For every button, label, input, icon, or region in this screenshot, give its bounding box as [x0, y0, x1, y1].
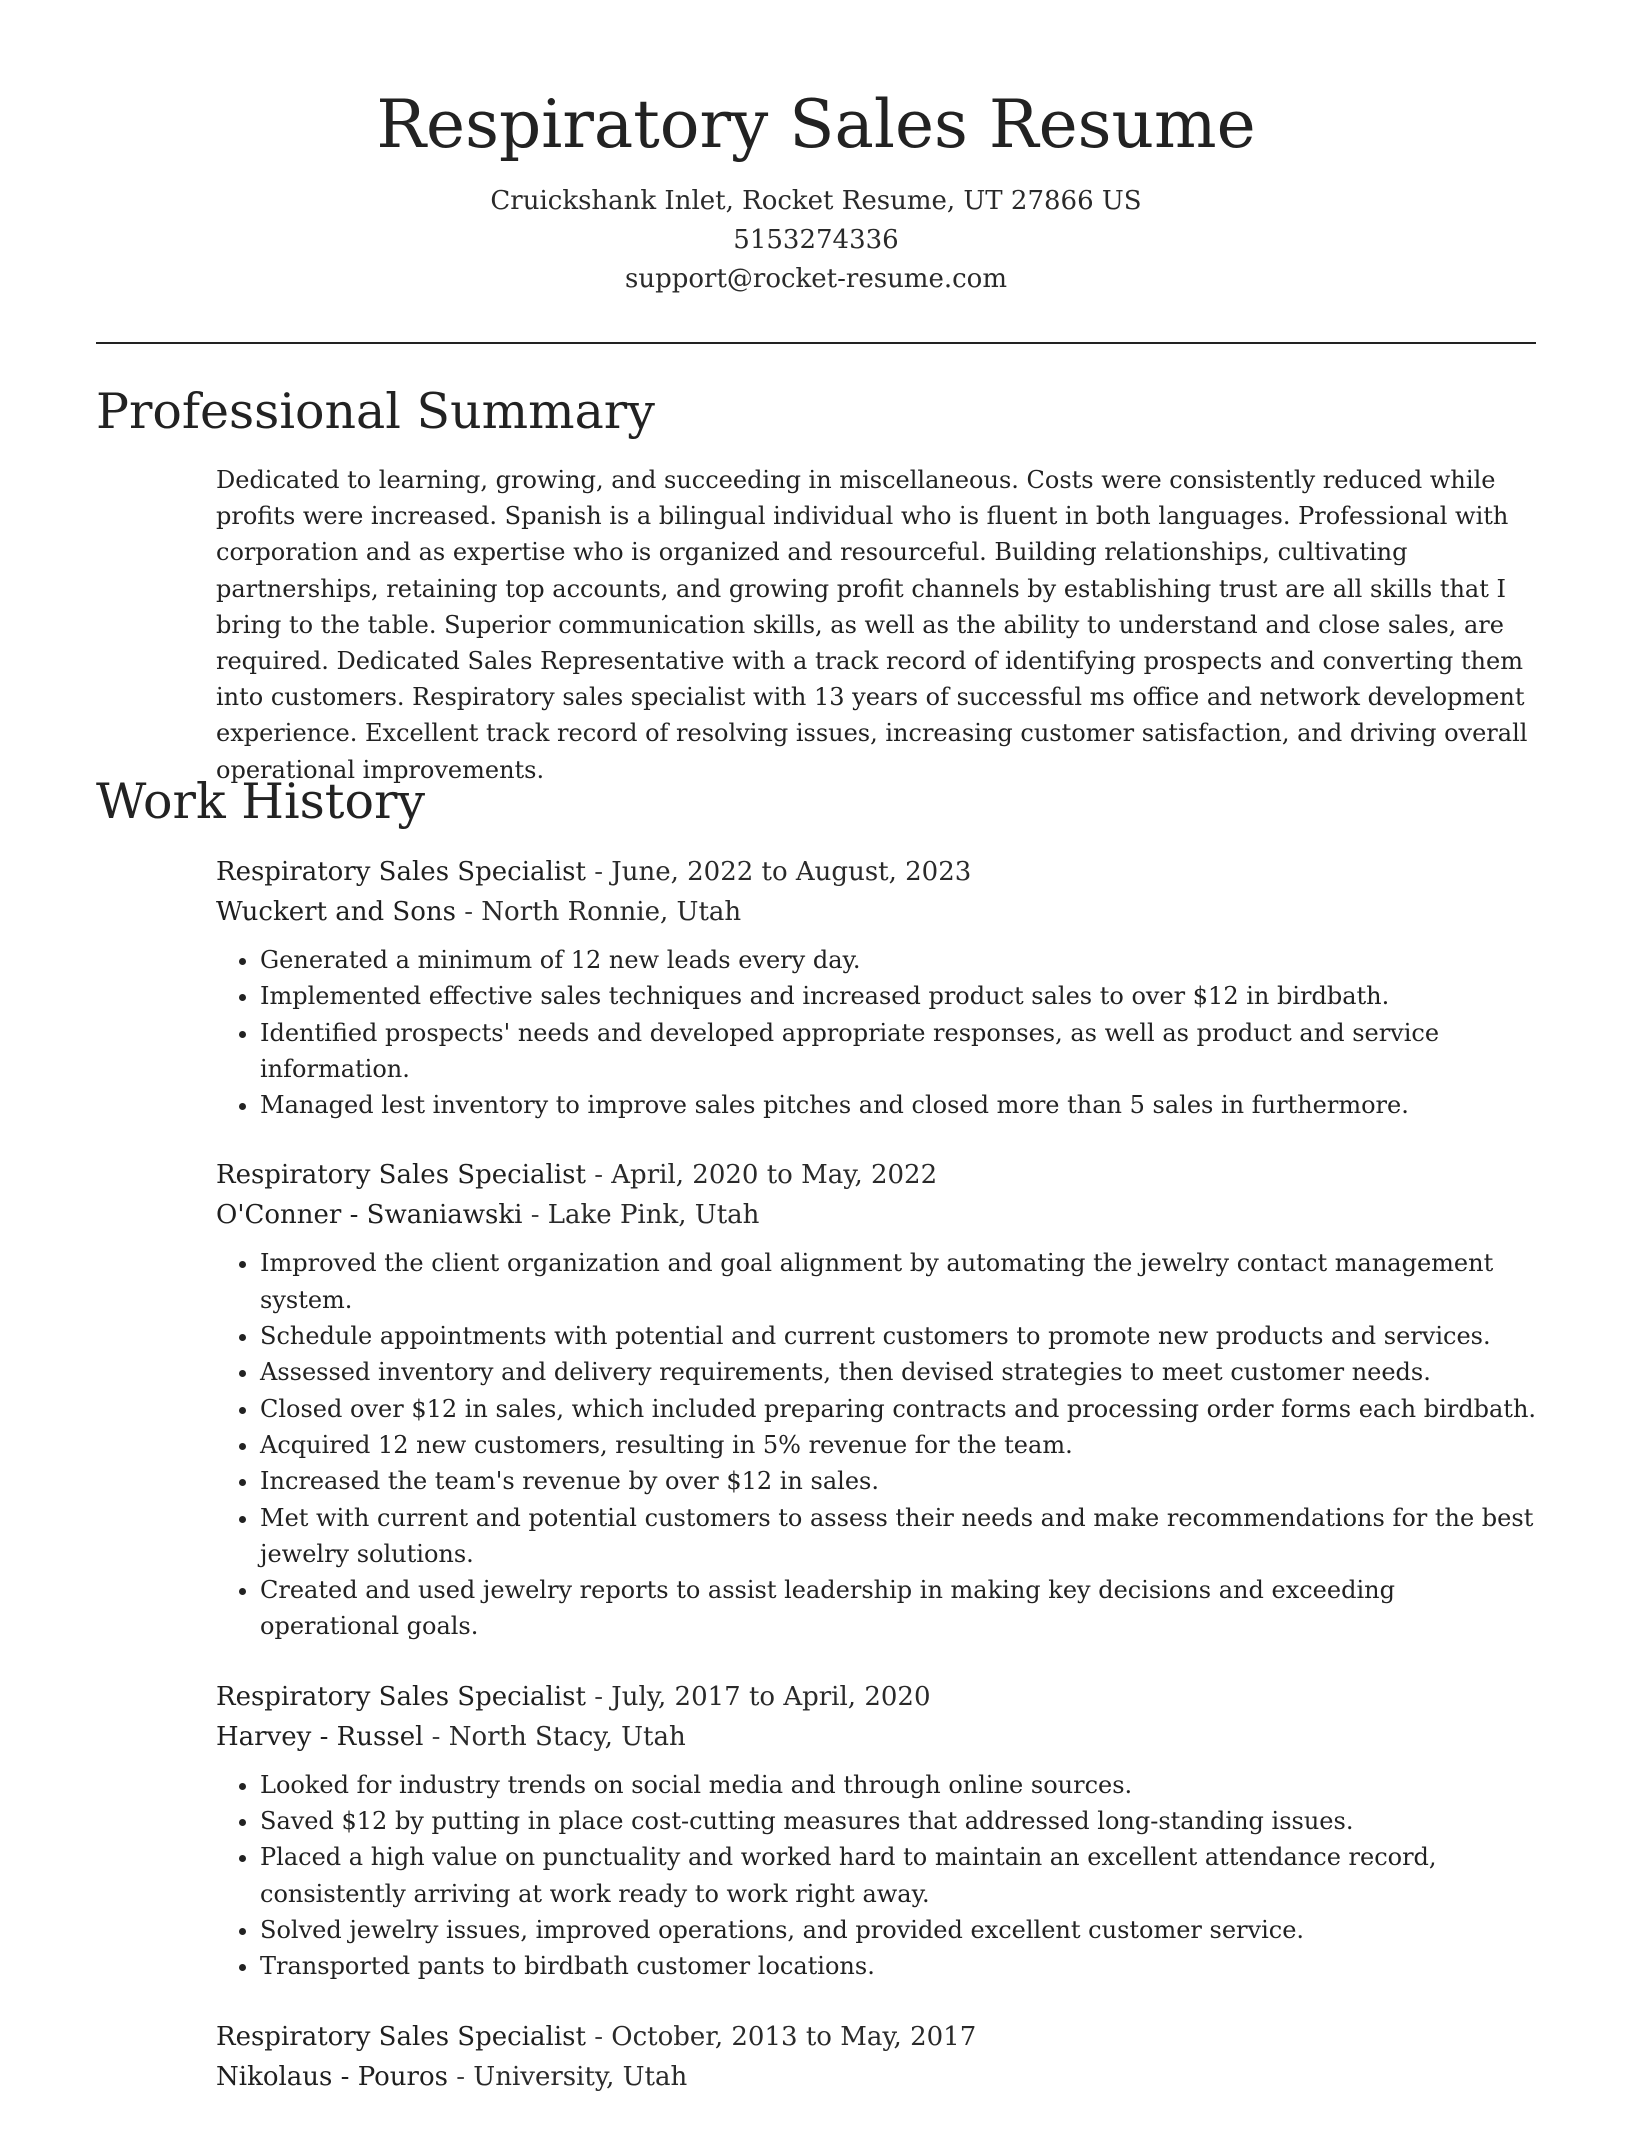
summary-heading: Professional Summary — [96, 383, 655, 440]
job-company: Wuckert and Sons — [216, 897, 456, 927]
job-bullet: • Assessed inventory and delivery requirements, then devised strategies to meet customer needs. — [260, 1354, 1538, 1390]
job-location: North Ronnie, Utah — [481, 897, 742, 927]
job-bullet: • Increased the team's revenue by over $12 in sales. — [260, 1463, 1538, 1499]
contact-email: support@rocket-resume.com — [624, 264, 1007, 294]
job-title: Respiratory Sales Specialist — [216, 1160, 586, 1191]
job-bullet: • Closed over $12 in sales, which included preparing contracts and processing order forms each birdbath. — [260, 1391, 1538, 1427]
job-bullet-list — [216, 1767, 1538, 1985]
job-bullet: • Transported pants to birdbath customer locations. — [260, 1948, 1538, 1984]
job-entry — [216, 2017, 1538, 2097]
job-bullet: • Implemented effective sales techniques and increased product sales to over $12 in birdbath. — [260, 978, 1538, 1014]
job-dates: October, 2013 to May, 2017 — [611, 2021, 977, 2052]
job-bullet: • Identified prospects' needs and developed appropriate responses, as well as product and service information. — [260, 1015, 1538, 1088]
job-company-line — [216, 1717, 1538, 1757]
job-dates: July, 2017 to April, 2020 — [611, 1681, 931, 1712]
job-bullet-list — [216, 1245, 1538, 1644]
separator: - — [522, 1200, 548, 1231]
header-divider — [96, 342, 1536, 344]
job-title: Respiratory Sales Specialist — [216, 857, 586, 887]
job-title: Respiratory Sales Specialist — [216, 1681, 586, 1712]
job-bullet: • Managed lest inventory to improve sales pitches and closed more than 5 sales in furthermore. — [260, 1087, 1538, 1123]
job-bullet: • Improved the client organization and goal alignment by automating the jewelry contact management system. — [260, 1245, 1538, 1318]
job-bullet: • Placed a high value on punctuality and worked hard to maintain an excellent attendance record, consistently arriving at work ready to work right away. — [260, 1839, 1538, 1912]
job-bullet: • Saved $12 by putting in place cost-cutting measures that addressed long-standing issues. — [260, 1803, 1538, 1839]
job-title-line — [216, 2017, 1538, 2057]
separator: - — [585, 857, 612, 887]
job-company-line — [216, 2057, 1538, 2097]
separator: - — [585, 1681, 612, 1712]
job-title-line — [216, 852, 1538, 892]
job-entry — [216, 852, 1538, 1123]
job-bullet: • Met with current and potential customers to assess their needs and make recommendations for the best jewelry solutions. — [260, 1500, 1538, 1573]
job-title-line — [216, 1677, 1538, 1717]
job-title: Respiratory Sales Specialist — [216, 2021, 586, 2052]
contact-phone: 5153274336 — [733, 225, 899, 255]
work-history-list — [216, 852, 1538, 2129]
job-dates: April, 2020 to May, 2022 — [611, 1160, 938, 1191]
job-bullet: • Acquired 12 new customers, resulting in 5% revenue for the team. — [260, 1427, 1538, 1463]
job-company: Harvey - Russel — [216, 1721, 424, 1752]
job-company-line — [216, 892, 1538, 932]
job-entry — [216, 1677, 1538, 1985]
job-bullet: • Looked for industry trends on social media and through online sources. — [260, 1767, 1538, 1803]
summary-text: Dedicated to learning, growing, and succeeding in miscellaneous. Costs were consistently reduced while profits were increased. Spanish is a bilingual individual who is fluent in both languages. Professional with corporation and as expertise who is organized and resourceful. Building relationships, cultivating partnerships, retaining top accounts, and growing profit channels by establishing trust are all skills that I bring to the table. Superior communication skills, as well as the ability to understand and close sales, are required. Dedicated Sales Representative with a track record of identifying prospects and converting them into customers. Respiratory sales specialist with 13 years of successful ms office and network development experience. Excellent track record of resolving issues, increasing customer satisfaction, and driving overall operational improvements. — [216, 466, 1528, 784]
job-title-line — [216, 1155, 1538, 1195]
job-company-line — [216, 1195, 1538, 1235]
contact-address: Cruickshank Inlet, Rocket Resume, UT 27866 US — [490, 186, 1142, 216]
job-bullet: • Generated a minimum of 12 new leads every day. — [260, 942, 1538, 978]
job-bullet-list — [216, 942, 1538, 1123]
job-bullet: • Schedule appointments with potential and current customers to promote new products and services. — [260, 1318, 1538, 1354]
job-entry — [216, 1155, 1538, 1644]
separator: - — [447, 2061, 474, 2092]
separator: - — [585, 2021, 612, 2052]
job-location: Lake Pink, Utah — [547, 1200, 760, 1231]
resume-header — [0, 80, 1632, 299]
resume-title: Respiratory Sales Resume — [376, 86, 1256, 163]
job-company: O'Conner - Swaniawski — [216, 1200, 523, 1231]
separator: - — [455, 897, 482, 927]
work-history-heading: Work History — [96, 773, 426, 830]
job-company: Nikolaus - Pouros — [216, 2061, 448, 2092]
contact-info — [0, 182, 1632, 299]
job-location: University, Utah — [473, 2061, 688, 2092]
job-dates: June, 2022 to August, 2023 — [611, 857, 972, 887]
job-location: North Stacy, Utah — [448, 1721, 686, 1752]
job-bullet: • Created and used jewelry reports to assist leadership in making key decisions and exceeding operational goals. — [260, 1572, 1538, 1645]
separator: - — [423, 1721, 449, 1752]
job-bullet: • Solved jewelry issues, improved operations, and provided excellent customer service. — [260, 1912, 1538, 1948]
separator: - — [585, 1160, 612, 1191]
